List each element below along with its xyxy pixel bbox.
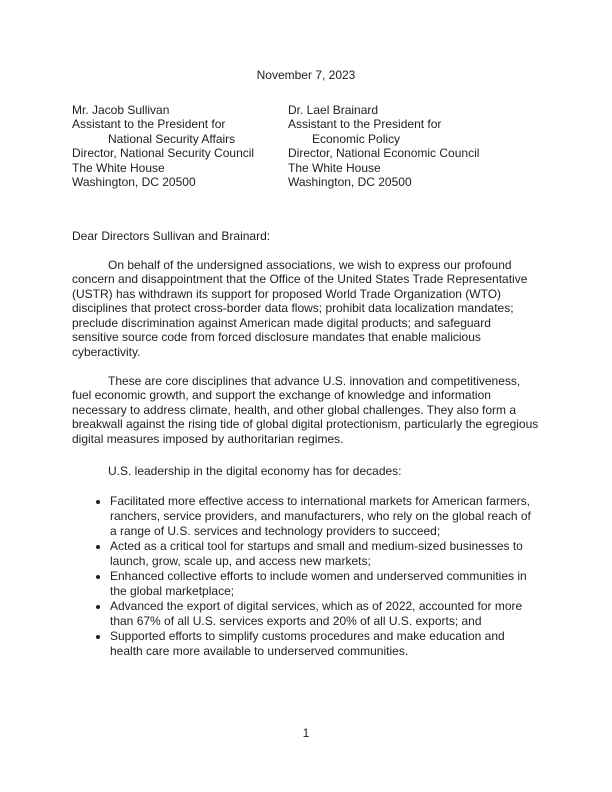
page-number: 1 bbox=[302, 726, 310, 740]
list-item: • Enhanced collective efforts to include women and underserved communities in the global marketplace; bbox=[110, 569, 540, 599]
list-item: • Supported efforts to simplify customs procedures and make education and health care more available to underserved communities. bbox=[110, 629, 540, 659]
recipient-brainard bbox=[288, 103, 504, 190]
salutation: Dear Directors Sullivan and Brainard: bbox=[72, 228, 271, 243]
letter-date: November 7, 2023 bbox=[256, 68, 356, 82]
list-item: • Facilitated more effective access to international markets for American farmers, ranchers, service providers, and manufacturers, who rely on the global reach of a range of U.S. services and technology providers to succeed; bbox=[110, 494, 540, 539]
recipient-title-line: Assistant to the President for bbox=[288, 117, 442, 131]
recipient-block bbox=[72, 103, 540, 190]
recipient-address-line: Washington, DC 20500 bbox=[72, 175, 196, 189]
list-item: • Acted as a critical tool for startups and small and medium-sized businesses to launch, grow, scale up, and access new markets; bbox=[110, 539, 540, 569]
recipient-title-line: Director, National Economic Council bbox=[288, 146, 480, 160]
achievements-list bbox=[72, 494, 540, 659]
recipient-sullivan bbox=[72, 103, 288, 190]
recipient-name: Mr. Jacob Sullivan bbox=[72, 102, 170, 117]
recipient-name: Dr. Lael Brainard bbox=[288, 102, 379, 117]
recipient-address-line: Washington, DC 20500 bbox=[288, 175, 412, 189]
list-item: • Advanced the export of digital services, which as of 2022, accounted for more than 67% of all U.S. services exports and 20% of all U.S. exports; and bbox=[110, 599, 540, 629]
recipient-org-line: The White House bbox=[288, 160, 381, 175]
recipient-title-line: National Security Affairs bbox=[108, 131, 236, 146]
body-paragraph-1: On behalf of the undersigned associations, we wish to express our profound concern and disappointment that the Office of the United States Trade Representative (USTR) has withdrawn its support for proposed World Trade Organization (WTO) disciplines that protect cross-border data flows; prohibit data localization mandates; preclude discrimination against American made digital products; and safeguard sensitive source code from forced disclosure mandates that enable malicious cyberactivity. bbox=[72, 257, 528, 359]
body-paragraph-2: These are core disciplines that advance U.S. innovation and competitiveness, fuel economic growth, and support the exchange of knowledge and information necessary to address climate, health, and other global challenges. They also form a breakwall against the rising tide of global digital protectionism, particularly the egregious digital measures imposed by authoritarian regimes. bbox=[72, 373, 539, 446]
recipient-title-line: Economic Policy bbox=[312, 131, 401, 146]
recipient-title-line: Assistant to the President for bbox=[72, 117, 226, 131]
recipient-org-line: The White House bbox=[72, 160, 165, 175]
recipient-title-line: Director, National Security Council bbox=[72, 146, 255, 160]
list-intro: U.S. leadership in the digital economy has for decades: bbox=[108, 464, 402, 478]
